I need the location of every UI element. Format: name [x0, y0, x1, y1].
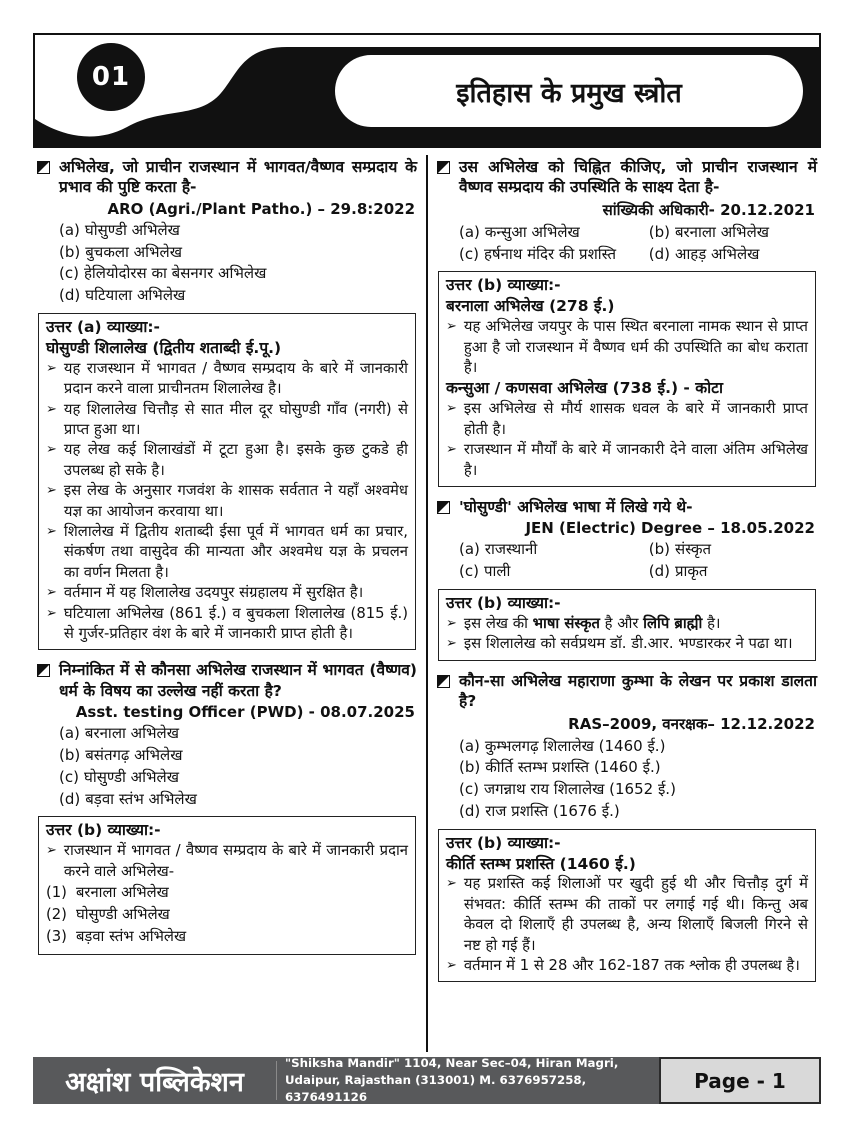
option — [59, 723, 417, 745]
answer-bullet-text: घटियाला अभिलेख (861 ई.) व बुचकला शिलालेख (815 ई.) से गुर्जर-प्रतिहार वंश के बारे में जानकारी प्राप्त होती है। — [63, 604, 408, 643]
arrow-bullet-icon: ➢ — [446, 442, 457, 458]
answer-bullet-text: यह प्रशस्ति कई शिलाओं पर खुदी हुई थी और चित्तौड़ दुर्ग में संभवत: कीर्ति स्तम्भ की ताकों पर लगाई गई थी। किन्तु अब केवल दो शिलाएँ ही उपलब्ध है, अन्य शिलाएँ बिजली गिरने से नष्ट हो गई हैं। — [463, 875, 808, 954]
answer-heading: उत्तर (b) व्याख्या:- — [446, 833, 561, 852]
arrow-bullet-icon: ➢ — [446, 319, 457, 335]
address-line-1: "Shiksha Mandir" 1104, Near Sec–04, Hiran Magri, — [284, 1055, 619, 1070]
option-label: (a) — [59, 724, 80, 743]
numbered-item-text: घोसुण्डी अभिलेख — [75, 906, 170, 924]
answer-bullet — [46, 841, 408, 882]
option — [459, 801, 817, 823]
question-row — [37, 660, 417, 701]
exam-reference: सांख्यिकी अधिकारी- 20.12.2021 — [602, 200, 815, 219]
option — [59, 789, 417, 811]
option — [59, 745, 417, 767]
option-text: हर्षनाथ मंदिर की प्रशस्ति — [483, 244, 617, 263]
page-number: Page - 1 — [694, 1068, 786, 1093]
right-column — [433, 155, 821, 1052]
exam-reference: ARO (Agri./Plant Patho.) – 29.8:2022 — [107, 199, 415, 218]
answer-bullet — [46, 440, 408, 481]
option-text: बसंतगढ़ अभिलेख — [85, 746, 183, 765]
question-content-area — [33, 155, 821, 1052]
option — [649, 222, 817, 244]
option — [459, 736, 817, 758]
option-label: (c) — [59, 264, 79, 283]
question-text: अभिलेख, जो प्राचीन राजस्थान में भागवत/वैष्णव सम्प्रदाय के प्रभाव की पुष्टि करता है- — [59, 158, 417, 197]
footer-bar — [33, 1057, 821, 1104]
answer-bullet-text: वर्तमान में यह शिलालेख उदयपुर संग्रहालय में सुरक्षित है। — [63, 584, 364, 602]
answer-bullet-text: इस अभिलेख से मौर्य शासक धवल के बारे में जानकारी प्राप्त होती है। — [463, 400, 808, 438]
left-column — [33, 155, 421, 1052]
question-text: उस अभिलेख को चिह्नित कीजिए, जो प्राचीन राजस्थान में वैष्णव सम्प्रदाय की उपस्थिति के साक्ष्य देता है- — [459, 158, 817, 197]
answer-box — [38, 313, 416, 651]
answer-bullet-text: यह अभिलेख जयपुर के पास स्थित बरनाला नामक स्थान से प्राप्त हुआ है जो राजस्थान में वैष्णव धर्म की उपस्थिति का बोध कराता है। — [463, 318, 808, 377]
answer-bullet — [46, 359, 408, 400]
option — [59, 767, 417, 789]
option-text: कीर्ति स्तम्भ प्रशस्ति (1460 ई.) — [485, 758, 661, 777]
question-text: 'घोसुण्डी' अभिलेख भाषा में लिखे गये थे- — [459, 498, 693, 517]
question-marker-icon — [437, 675, 450, 688]
answer-bullet-text: राजस्थान में मौर्यों के बारे में जानकारी देने वाला अंतिम अभिलेख है। — [463, 441, 808, 479]
option — [649, 539, 817, 561]
option-text: कुम्भलगढ़ शिलालेख (1460 ई.) — [484, 736, 666, 755]
option-text: जगन्नाथ राय शिलालेख (1652 ई.) — [483, 780, 676, 799]
answer-bullet-text: यह शिलालेख चित्तौड़ से सात मील दूर घोसुण्डी गाँव (नगरी) से प्राप्त हुआ था। — [63, 400, 408, 438]
address-line-2: Udaipur, Rajasthan (313001) M. 6376957258, 6376491126 — [284, 1072, 587, 1105]
arrow-bullet-icon: ➢ — [46, 360, 57, 376]
answer-bullet — [446, 874, 808, 956]
publisher-name: अक्षांश पब्लिकेशन — [65, 1067, 244, 1098]
exam-reference: Asst. testing Officer (PWD) - 08.07.2025 — [75, 703, 415, 722]
question-marker-icon — [37, 161, 50, 174]
answer-bullet — [446, 956, 808, 976]
answer-bullet — [446, 317, 808, 378]
answer-numbered-item — [46, 926, 408, 948]
option-text: बुचकला अभिलेख — [85, 242, 182, 261]
answer-bullet-text: यह लेख कई शिलाखंडों में टूटा हुआ है। इसके कुछ टुकडे ही उपलब्ध हो सके है। — [63, 441, 408, 479]
numbered-item-label: (3) — [46, 928, 67, 946]
option-text: हेलियोदोरस का बेसनगर अभिलेख — [83, 264, 267, 283]
answer-bullet — [46, 400, 408, 441]
options-list — [37, 220, 417, 307]
option-label: (c) — [459, 562, 479, 581]
answer-box — [38, 816, 416, 954]
arrow-bullet-icon: ➢ — [446, 876, 457, 892]
arrow-bullet-icon: ➢ — [446, 615, 457, 631]
option-text: बरनाला अभिलेख — [674, 222, 770, 241]
option-label: (a) — [459, 540, 480, 559]
answer-bullet — [446, 399, 808, 440]
arrow-bullet-icon: ➢ — [46, 605, 57, 621]
answer-subheading: घोसुण्डी शिलालेख (द्वितीय शताब्दी ई.पू.) — [46, 338, 282, 357]
option-label: (c) — [459, 780, 479, 799]
answer-heading: उत्तर (b) व्याख्या:- — [446, 593, 561, 612]
option-label: (d) — [59, 286, 81, 305]
question-text: कौन-सा अभिलेख महाराणा कुम्भा के लेखन पर प्रकाश डालता है? — [459, 671, 817, 711]
option-label: (d) — [59, 789, 81, 808]
question-marker-icon — [37, 664, 50, 677]
option — [459, 244, 649, 266]
chapter-header — [33, 33, 821, 148]
option — [649, 561, 817, 583]
answer-bullet — [46, 522, 408, 583]
answer-box — [438, 589, 816, 661]
option — [59, 242, 417, 264]
chapter-title-pill — [335, 55, 803, 127]
option — [59, 220, 417, 242]
question-block — [437, 671, 817, 823]
answer-box — [438, 271, 816, 487]
option — [459, 757, 817, 779]
option — [59, 285, 417, 307]
answer-heading: उत्तर (b) व्याख्या:- — [446, 276, 561, 295]
numbered-item-label: (2) — [46, 906, 67, 924]
answer-numbered-item — [46, 904, 408, 926]
question-row — [437, 157, 817, 198]
question-row — [437, 671, 817, 712]
arrow-bullet-icon: ➢ — [46, 585, 57, 601]
option-label: (d) — [648, 244, 670, 263]
question-block — [437, 157, 817, 265]
question-block — [437, 497, 817, 583]
arrow-bullet-icon: ➢ — [446, 958, 457, 974]
options-list — [37, 723, 417, 810]
answer-bullet-text: इस लेख के अनुसार गजवंश के शासक सर्वतात ने यहाँ अश्वमेध यज्ञ का आयोजन करवाया था। — [63, 482, 408, 520]
question-block — [37, 660, 417, 810]
arrow-bullet-icon: ➢ — [46, 442, 57, 458]
answer-bullet — [446, 614, 808, 634]
options-list — [437, 539, 817, 583]
publisher-address — [277, 1057, 659, 1104]
question-row — [437, 497, 817, 517]
options-list — [437, 736, 817, 823]
arrow-bullet-icon: ➢ — [46, 524, 57, 539]
option — [459, 561, 649, 583]
answer-bullet-text: वर्तमान में 1 से 28 और 162-187 तक श्लोक ही उपलब्ध है। — [463, 957, 800, 975]
option — [459, 779, 817, 801]
answer-bullet-text: इस शिलालेख को सर्वप्रथम डॉ. डी.आर. भण्डारकर ने पढा था। — [463, 635, 793, 653]
answer-bullet — [46, 481, 408, 522]
option-label: (d) — [459, 801, 481, 820]
page-number-box — [659, 1057, 821, 1104]
answer-bullet — [446, 440, 808, 481]
question-marker-icon — [437, 501, 450, 514]
option-label: (b) — [648, 222, 670, 241]
answer-bullet-text: यह राजस्थान में भागवत / वैष्णव सम्प्रदाय के बारे में जानकारी प्रदान करने वाला प्राचीनतम शिलालेख है। — [63, 359, 408, 398]
options-list — [437, 222, 817, 266]
arrow-bullet-icon: ➢ — [446, 636, 457, 652]
option-text: बरनाला अभिलेख — [84, 724, 179, 743]
option-label: (b) — [648, 540, 670, 559]
option-text: घोसुण्डी अभिलेख — [83, 767, 179, 786]
option-label: (b) — [59, 746, 81, 765]
option-label: (a) — [459, 222, 480, 241]
column-divider — [426, 155, 428, 1052]
answer-subheading: कन्सुआ / कणसवा अभिलेख (738 ई.) - कोटा — [446, 379, 724, 398]
option-label: (b) — [59, 242, 81, 261]
option-text: बड़वा स्तंभ अभिलेख — [85, 789, 197, 808]
numbered-item-text: बड़वा स्तंभ अभिलेख — [75, 928, 187, 946]
chapter-number: 01 — [91, 62, 131, 92]
option — [649, 244, 817, 266]
answer-bullet-text: इस लेख की भाषा संस्कृत है और लिपि ब्राह्मी है। — [463, 614, 721, 632]
answer-bullet — [46, 583, 408, 603]
exam-reference: RAS–2009, वनरक्षक– 12.12.2022 — [568, 714, 815, 733]
page-title: इतिहास के प्रमुख स्त्रोत — [456, 77, 682, 109]
option-text: घटियाला अभिलेख — [85, 286, 186, 305]
option-text: राजस्थानी — [484, 540, 538, 559]
arrow-bullet-icon: ➢ — [46, 843, 57, 859]
option-text: घोसुण्डी अभिलेख — [84, 220, 180, 239]
answer-subheading: कीर्ति स्तम्भ प्रशस्ति (1460 ई.) — [446, 854, 636, 873]
option-label: (a) — [59, 220, 80, 239]
answer-bullet — [446, 634, 808, 654]
answer-heading: उत्तर (b) व्याख्या:- — [46, 821, 161, 840]
answer-subheading: बरनाला अभिलेख (278 ई.) — [446, 297, 615, 316]
option — [459, 222, 649, 244]
numbered-item-label: (1) — [46, 884, 67, 902]
question-block — [37, 157, 417, 307]
answer-box — [438, 829, 816, 983]
answer-numbered-item — [46, 882, 408, 904]
numbered-item-text: बरनाला अभिलेख — [75, 884, 169, 902]
option-text: कन्सुआ अभिलेख — [484, 222, 580, 241]
option-text: संस्कृत — [674, 540, 712, 559]
arrow-bullet-icon: ➢ — [46, 401, 57, 417]
answer-bullet-text: राजस्थान में भागवत / वैष्णव सम्प्रदाय के बारे में जानकारी प्रदान करने वाले अभिलेख- — [63, 842, 408, 880]
arrow-bullet-icon: ➢ — [46, 483, 57, 499]
answer-bullet — [46, 604, 408, 645]
option — [459, 539, 649, 561]
option-label: (c) — [59, 767, 79, 786]
answer-heading: उत्तर (a) व्याख्या:- — [46, 317, 160, 336]
option-text: प्राकृत — [674, 562, 708, 581]
question-row — [37, 157, 417, 198]
question-text: निम्नांकित में से कौनसा अभिलेख राजस्थान में भागवत (वैष्णव) धर्म के विषय का उल्लेख नहीं करता है? — [59, 661, 417, 700]
question-marker-icon — [437, 161, 450, 174]
arrow-bullet-icon: ➢ — [446, 401, 457, 417]
option-label: (d) — [648, 562, 670, 581]
chapter-number-badge — [77, 43, 145, 111]
option-label: (c) — [459, 244, 479, 263]
option-text: आहड़ अभिलेख — [674, 244, 760, 263]
option — [59, 263, 417, 285]
exam-reference: JEN (Electric) Degree – 18.05.2022 — [525, 519, 815, 538]
option-label: (b) — [459, 758, 481, 777]
answer-bullet-text: शिलालेख में द्वितीय शताब्दी ईसा पूर्व में भागवत धर्म का प्रचार, संकर्षण तथा वासुदेव की मान्यता और अश्वमेध यज्ञ के प्रचलन का वर्णन मिलता है। — [63, 523, 408, 581]
option-text: राज प्रशस्ति (1676 ई.) — [485, 801, 620, 820]
option-text: पाली — [483, 562, 511, 581]
option-label: (a) — [459, 736, 480, 755]
